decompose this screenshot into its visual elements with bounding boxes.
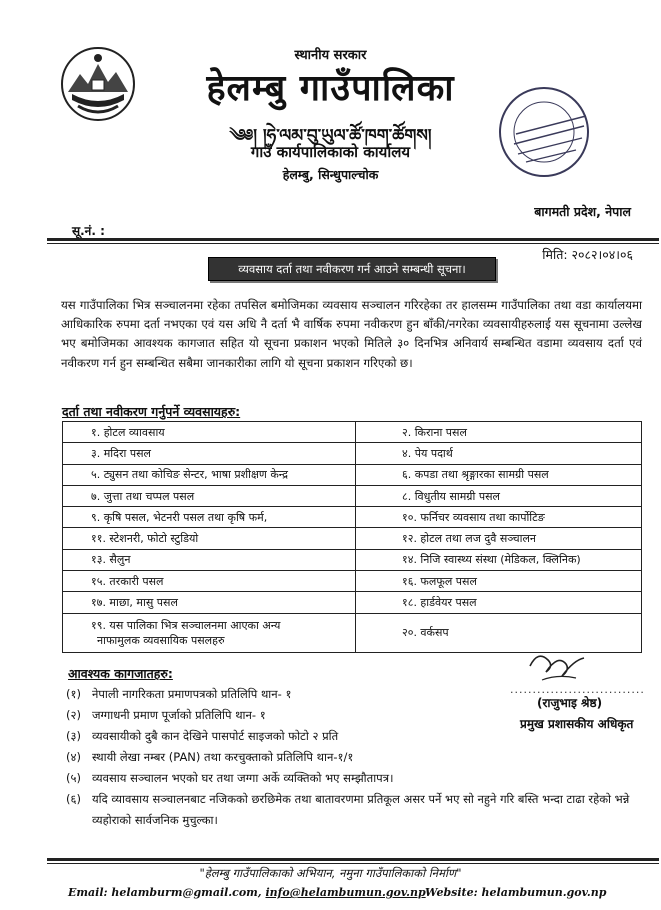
tibetan-name: ༄༅། །ཧེ་ལམ་བུ་ཡུལ་ཚོ་ཁག་ཚོགས། (229, 126, 432, 146)
table-cell: १८. हार्डवेयर पसल (356, 592, 642, 613)
table-cell: १७. माछा, मासु पसल (63, 592, 356, 613)
province: बागमती प्रदेश, नेपाल (534, 204, 631, 219)
website-label: Website: (425, 886, 478, 899)
table-row (63, 507, 642, 528)
table-row (63, 422, 642, 443)
header-divider-thin (47, 243, 659, 244)
list-item-number: (६) (66, 792, 81, 806)
table-cell: ४. पेय पदार्थ (356, 443, 642, 464)
list-item (66, 747, 651, 768)
list-item-text: व्यवसायीको दुबै कान देखिने पासपोर्ट साइजको फोटो २ प्रति (92, 729, 339, 743)
list-item (66, 726, 651, 747)
reference-number-label: सू.नं. : (72, 224, 105, 238)
list-item (66, 684, 651, 705)
table-cell (63, 613, 356, 652)
municipality-name: हेलम्बु गाउँपालिका (206, 67, 455, 109)
list-item (66, 789, 651, 831)
official-seal-icon (496, 84, 592, 180)
table-row (63, 592, 642, 613)
list-item-text: जग्गाधनी प्रमाण पूर्जाको प्रतिलिपि थान- १ (92, 708, 266, 722)
table-cell: ११. स्टेशनरी, फोटो स्टुडियो (63, 528, 356, 549)
table-cell: २०. वर्कसप (356, 613, 642, 652)
list-item-text: व्यवसाय सञ्चालन भएको घर तथा जग्गा अर्के व्यक्तिको भए सम्झौतापत्र। (92, 771, 394, 785)
footer-slogan: "हेलम्बु गाउँपालिकाको अभियान, नमुना गाउँपालिकाको निर्माण" (199, 866, 462, 880)
email-label: Email: (68, 886, 108, 899)
table-cell: १३. सैलुन (63, 549, 356, 570)
required-documents-title: आवश्यक कागजातहरु: (68, 666, 173, 681)
table-row (63, 528, 642, 549)
table-cell: २. किराना पसल (356, 422, 642, 443)
table-row (63, 464, 642, 485)
list-item-number: (३) (66, 729, 81, 743)
list-item (66, 705, 651, 726)
email-link-primary[interactable]: helamburm@gmail.com, (111, 886, 262, 899)
signatory-title: प्रमुख प्रशासकीय अधिकृत (520, 717, 634, 731)
footer-divider-thin (47, 863, 659, 864)
table-cell: ५. ट्युसन तथा कोचिङ सेन्टर, भाषा प्रशीक्षण केन्द्र (63, 464, 356, 485)
table-cell: ७. जुत्ता तथा चप्पल पसल (63, 485, 356, 506)
list-item-number: (१) (66, 687, 81, 701)
header-divider (47, 238, 659, 241)
table-cell: १०. फर्निचर व्यवसाय तथा कार्पोटिङ (356, 507, 642, 528)
notice-date: मिति: २०८२।०४।०६ (542, 247, 633, 262)
table-cell: १. होटल व्यावसाय (63, 422, 356, 443)
footer-website (425, 886, 606, 899)
list-item-text: नेपाली नागरिकता प्रमाणपत्रको प्रतिलिपि थान- १ (92, 687, 292, 701)
required-documents-list (66, 684, 651, 831)
business-list-title: दर्ता तथा नवीकरण गर्नुपर्ने व्यवसायहरु: (62, 404, 241, 419)
email-link-secondary[interactable]: info@helambumun.gov.np (265, 886, 426, 899)
list-item-number: (४) (66, 750, 81, 764)
table-row (63, 443, 642, 464)
header-government: स्थानीय सरकार (294, 48, 367, 63)
notice-body: यस गाउँपालिका भित्र सञ्चालनमा रहेका तपसिल बमोजिमका व्यवसाय सञ्चालन गरिरहेका तर हालसम्म गाउँपालिका तथा वडा कार्यालयमा आधिकारिक रुपमा दर्ता नभएका एवं यस अधि नै दर्ता भै वार्षिक रुपमा नवीकरण हुन बाँकी/नगरेका व्यवसायीहरुलाई यस सूचनामा उल्लेख भए बमोजिमका आवश्यक कागजात सहित यो सूचना प्रकाशन भएको मितिले ३० दिनभित्र अनिवार्य सम्बन्धित वडामा व्यवसाय दर्ता एवं नवीकरण गर्न हुन सम्बन्धित सबैमा जानकारीका लागि यो सूचना प्रकाशन गरिएको छ। (61, 298, 642, 370)
signatory-name: (राजुभाइ श्रेष्ठ) (537, 696, 603, 710)
table-cell-line: नाफामुलक व्यवसायिक पसलहरु (97, 633, 225, 647)
table-row (63, 549, 642, 570)
table-cell: १६. फलफूल पसल (356, 571, 642, 592)
notice-subject: व्यवसाय दर्ता तथा नवीकरण गर्न आउने सम्बन्धी सूचना। (208, 257, 496, 281)
signature-line: .............................. (510, 683, 645, 696)
table-cell: १५. तरकारी पसल (63, 571, 356, 592)
table-row (63, 571, 642, 592)
footer-divider (47, 858, 659, 861)
list-item-number: (२) (66, 708, 81, 722)
table-cell: १२. होटल तथा लज दुवै सञ्चालन (356, 528, 642, 549)
footer-email (68, 886, 426, 899)
table-cell-line: १९. यस पालिका भित्र सञ्चालनमा आएका अन्य (91, 618, 281, 632)
table-cell: ८. विधुतीय सामग्री पसल (356, 485, 642, 506)
table-cell: १४. निजि स्वास्थ्य संस्था (मेडिकल, क्लिनिक) (356, 549, 642, 570)
list-item-text: यदि व्यावसाय सञ्चालनबाट नजिकको छरछिमेक तथा बातावरणमा प्रतिकूल असर पर्ने भए सो नहुने गरि बस्ति भन्दा टाढा रहेको भन्ने व्यहोराको सार्वजनिक मुचुल्का। (92, 792, 630, 827)
office-address: हेलम्बु, सिन्धुपाल्चोक (282, 167, 379, 182)
list-item (66, 768, 651, 789)
business-table (62, 421, 642, 653)
signature-icon (524, 646, 594, 684)
website-link[interactable]: helambumun.gov.np (481, 886, 607, 899)
list-item-text: स्थायी लेखा नम्बर (PAN) तथा करचुक्ताको प्रतिलिपि थान-१/१ (92, 750, 354, 764)
table-row (63, 485, 642, 506)
office-name: गाउँ कार्यपालिकाको कार्यालय (250, 143, 411, 161)
table-cell: ३. मदिरा पसल (63, 443, 356, 464)
table-cell: ६. कपडा तथा श्रृङ्गारका सामग्री पसल (356, 464, 642, 485)
table-cell: ९. कृषि पसल, भेटनरी पसल तथा कृषि फर्म, (63, 507, 356, 528)
list-item-number: (५) (66, 771, 81, 785)
